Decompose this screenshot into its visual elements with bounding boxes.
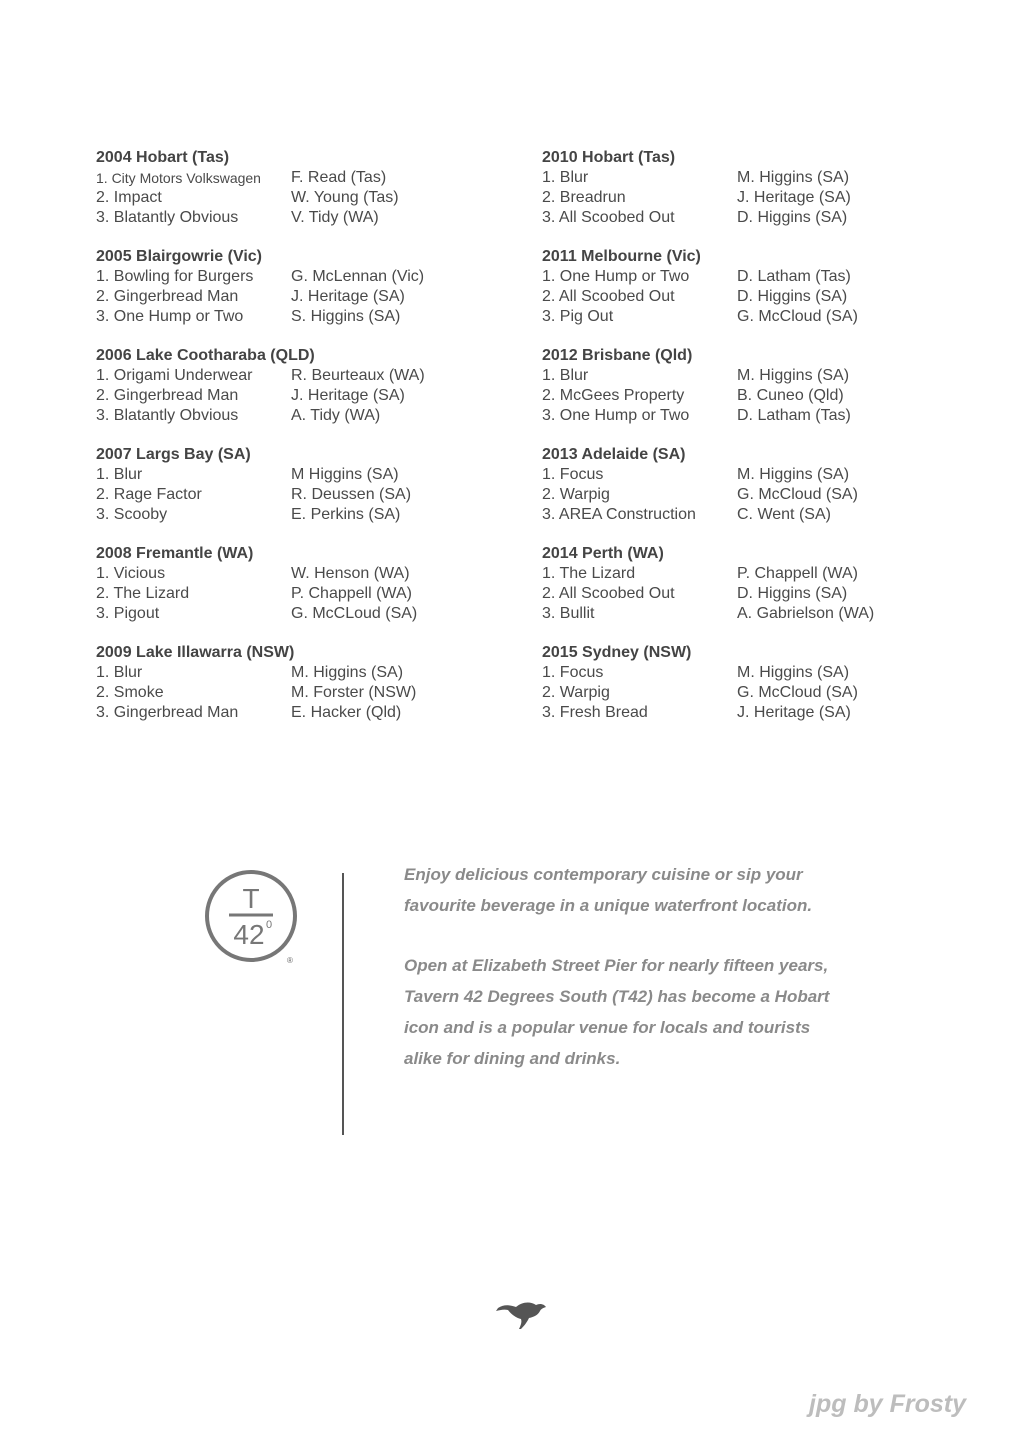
boat-name: 2. Impact (96, 189, 162, 206)
skipper-name: P. Chappell (WA) (737, 565, 858, 582)
boat-name: 3. Gingerbread Man (96, 704, 239, 721)
skipper-name: G. McLennan (Vic) (291, 268, 425, 285)
credit-watermark: jpg by Frosty (809, 1390, 966, 1418)
skipper-name: J. Heritage (SA) (291, 288, 405, 305)
result-row (96, 505, 516, 525)
t42-logo-icon (203, 868, 299, 964)
result-row (542, 703, 962, 723)
logo-bottom-text: 42 (233, 919, 265, 950)
result-row (96, 307, 516, 327)
event-block (542, 247, 962, 346)
result-row (542, 168, 962, 188)
boat-name: 3. AREA Construction (542, 506, 696, 523)
event-block (96, 346, 516, 445)
skipper-name: D. Higgins (SA) (737, 288, 848, 305)
logo-top-text: T (242, 883, 260, 914)
result-row (542, 386, 962, 406)
skipper-name: S. Higgins (SA) (291, 308, 401, 325)
result-row (542, 188, 962, 208)
event-block (542, 148, 962, 247)
event-block (96, 148, 516, 247)
boat-name: 2. Warpig (542, 684, 610, 701)
skipper-name: D. Latham (Tas) (737, 407, 851, 424)
skipper-name: D. Higgins (SA) (737, 585, 848, 602)
boat-name: 3. Blatantly Obvious (96, 407, 239, 424)
boat-name: 2. Breadrun (542, 189, 626, 206)
result-row (542, 208, 962, 228)
boat-name: 1. Blur (96, 664, 143, 681)
result-row (96, 604, 516, 624)
results-column-left (96, 148, 516, 742)
event-block (96, 544, 516, 643)
event-title: 2011 Melbourne (Vic) (542, 248, 701, 265)
result-row (96, 465, 516, 485)
skipper-name: P. Chappell (WA) (291, 585, 412, 602)
boat-name: 1. Blur (96, 466, 143, 483)
skipper-name: J. Heritage (SA) (737, 704, 851, 721)
result-row (96, 188, 516, 208)
event-block (542, 346, 962, 445)
result-row (542, 307, 962, 327)
boat-name: 2. The Lizard (96, 585, 190, 602)
event-title: 2007 Largs Bay (SA) (96, 446, 251, 463)
result-row (96, 386, 516, 406)
boat-name: 2. McGees Property (542, 387, 685, 404)
boat-name: 1. Blur (542, 367, 589, 384)
event-title: 2004 Hobart (Tas) (96, 149, 230, 166)
result-row (96, 406, 516, 426)
skipper-name: D. Higgins (SA) (737, 209, 848, 226)
boat-name: 1. One Hump or Two (542, 268, 690, 285)
skipper-name: A. Tidy (WA) (291, 407, 381, 424)
result-row (96, 703, 516, 723)
boat-name: 1. Origami Underwear (96, 367, 253, 384)
skipper-name: A. Gabrielson (WA) (737, 605, 875, 622)
boat-name: 3. Bullit (542, 605, 595, 622)
boat-name: 3. Pigout (96, 605, 160, 622)
result-row (542, 366, 962, 386)
result-row (96, 208, 516, 228)
skipper-name: M. Forster (NSW) (291, 684, 417, 701)
result-row (96, 267, 516, 287)
skipper-name: E. Hacker (Qld) (291, 704, 402, 721)
result-row (542, 287, 962, 307)
blurb-paragraph-1: Enjoy delicious contemporary cuisine or sip your favourite beverage in a unique waterfront location. (404, 865, 813, 915)
registered-mark: ® (287, 956, 293, 965)
result-row (542, 604, 962, 624)
boat-name: 1. The Lizard (542, 565, 636, 582)
skipper-name: J. Heritage (SA) (291, 387, 405, 404)
result-row (542, 505, 962, 525)
result-row (96, 168, 516, 188)
boat-name: 2. All Scoobed Out (542, 585, 675, 602)
skipper-name: R. Beurteaux (WA) (291, 367, 425, 384)
skipper-name: G. McCLoud (SA) (291, 605, 418, 622)
result-row (96, 366, 516, 386)
boat-name: 3. All Scoobed Out (542, 209, 675, 226)
skipper-name: G. McCloud (SA) (737, 684, 858, 701)
result-row (542, 267, 962, 287)
result-row (96, 584, 516, 604)
event-title: 2014 Perth (WA) (542, 545, 664, 562)
boat-name: 3. One Hump or Two (542, 407, 690, 424)
results-column-right (542, 148, 962, 742)
skipper-name: M. Higgins (SA) (737, 664, 850, 681)
skipper-name: G. McCloud (SA) (737, 308, 858, 325)
boat-name: 1. Vicious (96, 565, 166, 582)
skipper-name: E. Perkins (SA) (291, 506, 401, 523)
skipper-name: R. Deussen (SA) (291, 486, 412, 503)
result-row (542, 683, 962, 703)
result-row (96, 564, 516, 584)
boat-name: 2. Smoke (96, 684, 164, 701)
event-title: 2010 Hobart (Tas) (542, 149, 676, 166)
skipper-name: G. McCloud (SA) (737, 486, 858, 503)
kangaroo-icon (494, 1296, 550, 1332)
logo-degree-text: 0 (265, 919, 273, 931)
event-block (96, 247, 516, 346)
result-row (542, 584, 962, 604)
event-block (96, 445, 516, 544)
skipper-name: C. Went (SA) (737, 506, 831, 523)
skipper-name: M. Higgins (SA) (737, 466, 850, 483)
result-row (96, 663, 516, 683)
event-title: 2013 Adelaide (SA) (542, 446, 686, 463)
skipper-name: V. Tidy (WA) (291, 209, 379, 226)
boat-name: 1. Focus (542, 664, 604, 681)
boat-name: 3. Pig Out (542, 308, 614, 325)
skipper-name: M. Higgins (SA) (291, 664, 404, 681)
event-title: 2015 Sydney (NSW) (542, 644, 692, 661)
event-block (542, 643, 962, 742)
boat-name: 1. Focus (542, 466, 604, 483)
divider-line (342, 873, 344, 1135)
boat-name: 1. City Motors Volkswagen (96, 170, 261, 186)
result-row (542, 485, 962, 505)
boat-name: 1. Blur (542, 169, 589, 186)
result-row (542, 564, 962, 584)
event-title: 2009 Lake Illawarra (NSW) (96, 644, 295, 661)
skipper-name: M. Higgins (SA) (737, 367, 850, 384)
boat-name: 1. Bowling for Burgers (96, 268, 254, 285)
skipper-name: J. Heritage (SA) (737, 189, 851, 206)
skipper-name: M Higgins (SA) (291, 466, 399, 483)
boat-name: 3. Scooby (96, 506, 168, 523)
skipper-name: F. Read (Tas) (291, 169, 387, 186)
event-title: 2008 Fremantle (WA) (96, 545, 254, 562)
skipper-name: W. Henson (WA) (291, 565, 410, 582)
boat-name: 3. Blatantly Obvious (96, 209, 239, 226)
event-block (542, 544, 962, 643)
skipper-name: W. Young (Tas) (291, 189, 399, 206)
skipper-name: D. Latham (Tas) (737, 268, 851, 285)
event-block (96, 643, 516, 742)
event-title: 2006 Lake Cootharaba (QLD) (96, 347, 315, 364)
boat-name: 2. Rage Factor (96, 486, 202, 503)
event-title: 2012 Brisbane (Qld) (542, 347, 693, 364)
result-row (96, 485, 516, 505)
result-row (542, 465, 962, 485)
boat-name: 2. Gingerbread Man (96, 288, 239, 305)
event-block (542, 445, 962, 544)
boat-name: 2. Warpig (542, 486, 610, 503)
boat-name: 3. One Hump or Two (96, 308, 244, 325)
result-row (542, 663, 962, 683)
result-row (542, 406, 962, 426)
skipper-name: M. Higgins (SA) (737, 169, 850, 186)
tavern-blurb (404, 860, 834, 1104)
boat-name: 2. All Scoobed Out (542, 288, 675, 305)
boat-name: 3. Fresh Bread (542, 704, 648, 721)
blurb-paragraph-2: Open at Elizabeth Street Pier for nearly fifteen years, Tavern 42 Degrees South (T42) has become a Hobart icon and is a popular venue for locals and tourists alike for dining and drinks. (404, 956, 830, 1068)
result-row (96, 287, 516, 307)
boat-name: 2. Gingerbread Man (96, 387, 239, 404)
event-title: 2005 Blairgowrie (Vic) (96, 248, 262, 265)
skipper-name: B. Cuneo (Qld) (737, 387, 844, 404)
result-row (96, 683, 516, 703)
